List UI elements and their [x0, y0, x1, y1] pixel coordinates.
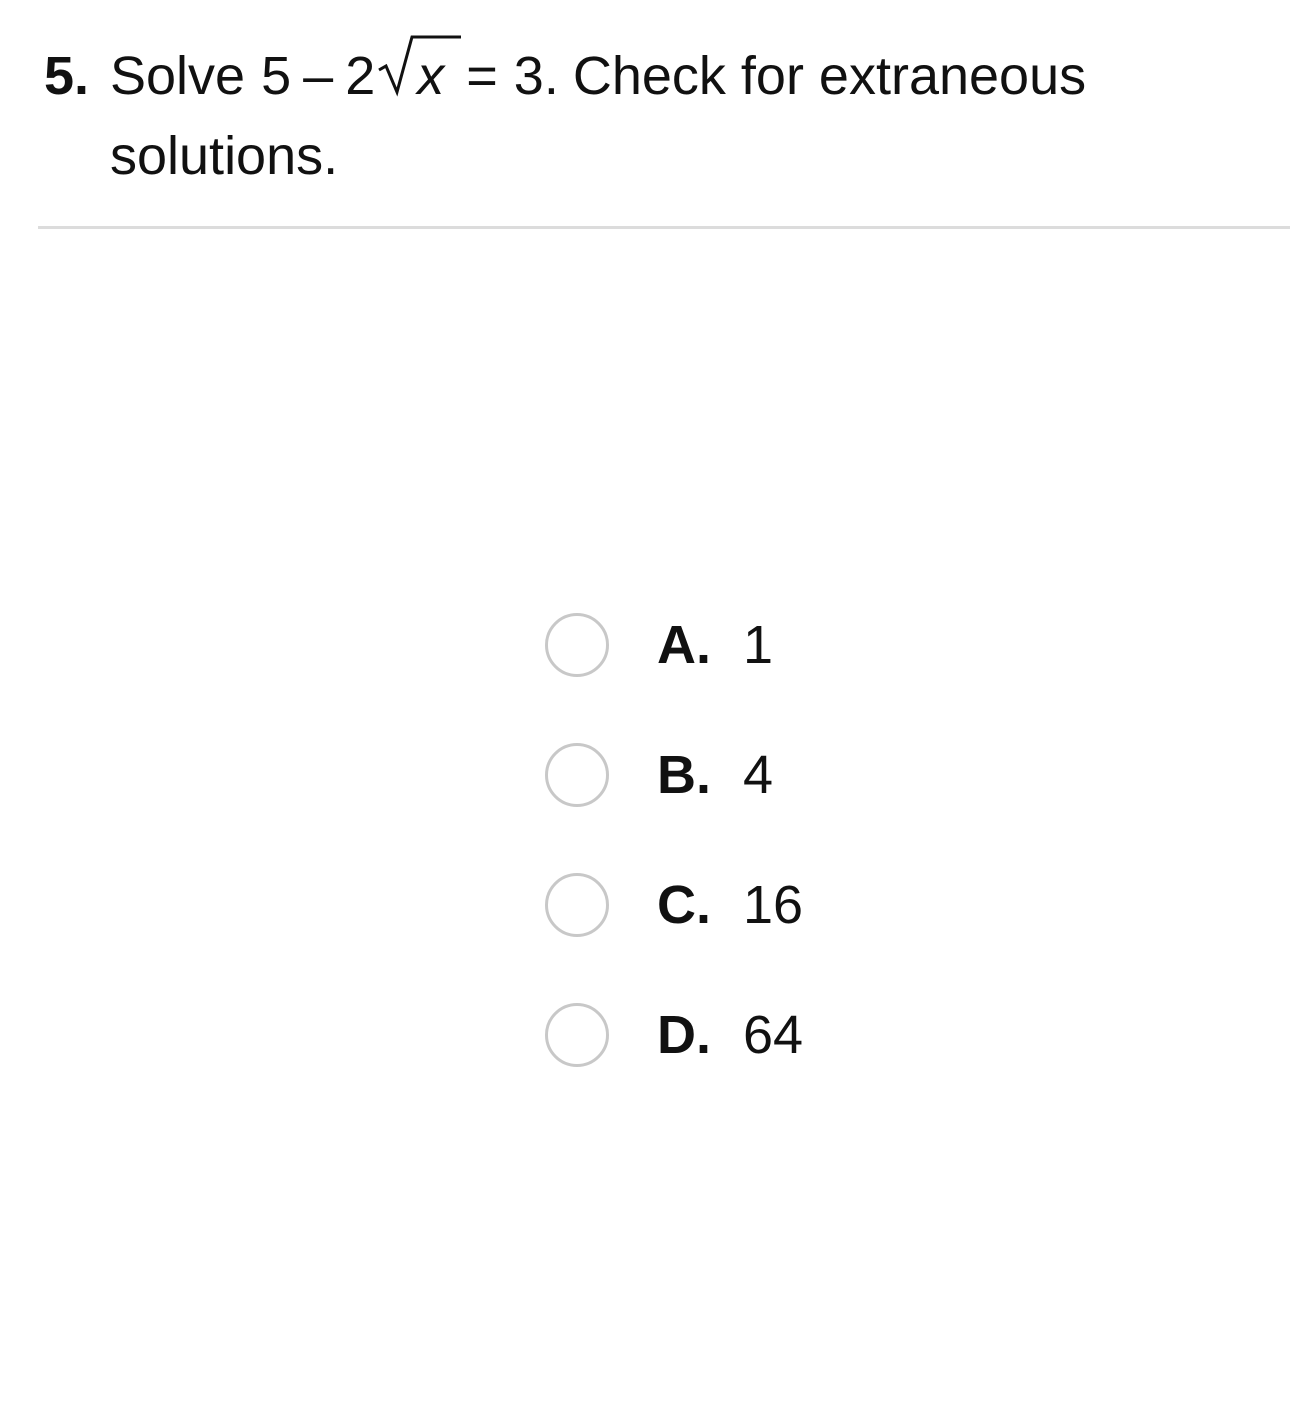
equation-minus: –	[303, 46, 334, 106]
option-letter: B.	[657, 745, 711, 805]
question-number: 5.	[44, 46, 90, 106]
question-line-1	[44, 36, 1274, 116]
option-letter: C.	[657, 875, 711, 935]
option-a[interactable]	[545, 610, 803, 680]
radio-button-icon[interactable]	[545, 1003, 609, 1067]
option-value: 1	[743, 615, 774, 675]
equation	[261, 36, 573, 116]
question-suffix: Check for extraneous	[572, 46, 1087, 106]
square-root	[377, 36, 450, 116]
square-root-symbol-icon	[377, 32, 463, 98]
radio-button-icon[interactable]	[545, 613, 609, 677]
question-line-2: solutions.	[110, 126, 339, 186]
option-value: 4	[743, 745, 774, 805]
option-value: 16	[743, 875, 804, 935]
radio-button-icon[interactable]	[545, 743, 609, 807]
divider	[38, 226, 1290, 229]
option-c[interactable]	[545, 870, 803, 940]
equation-period: .	[543, 46, 559, 106]
option-b[interactable]	[545, 740, 803, 810]
option-letter: A.	[657, 615, 711, 675]
equation-variable: x	[417, 46, 445, 106]
equation-rhs: 3	[513, 46, 544, 106]
question-block	[44, 36, 1274, 196]
equation-equals: =	[466, 46, 498, 106]
question-prefix: Solve	[110, 46, 246, 106]
option-d[interactable]	[545, 1000, 803, 1070]
equation-constant: 5	[261, 46, 292, 106]
option-value: 64	[743, 1005, 804, 1065]
equation-coefficient: 2	[345, 46, 376, 106]
radio-button-icon[interactable]	[545, 873, 609, 937]
option-letter: D.	[657, 1005, 711, 1065]
answer-options	[545, 610, 803, 1130]
